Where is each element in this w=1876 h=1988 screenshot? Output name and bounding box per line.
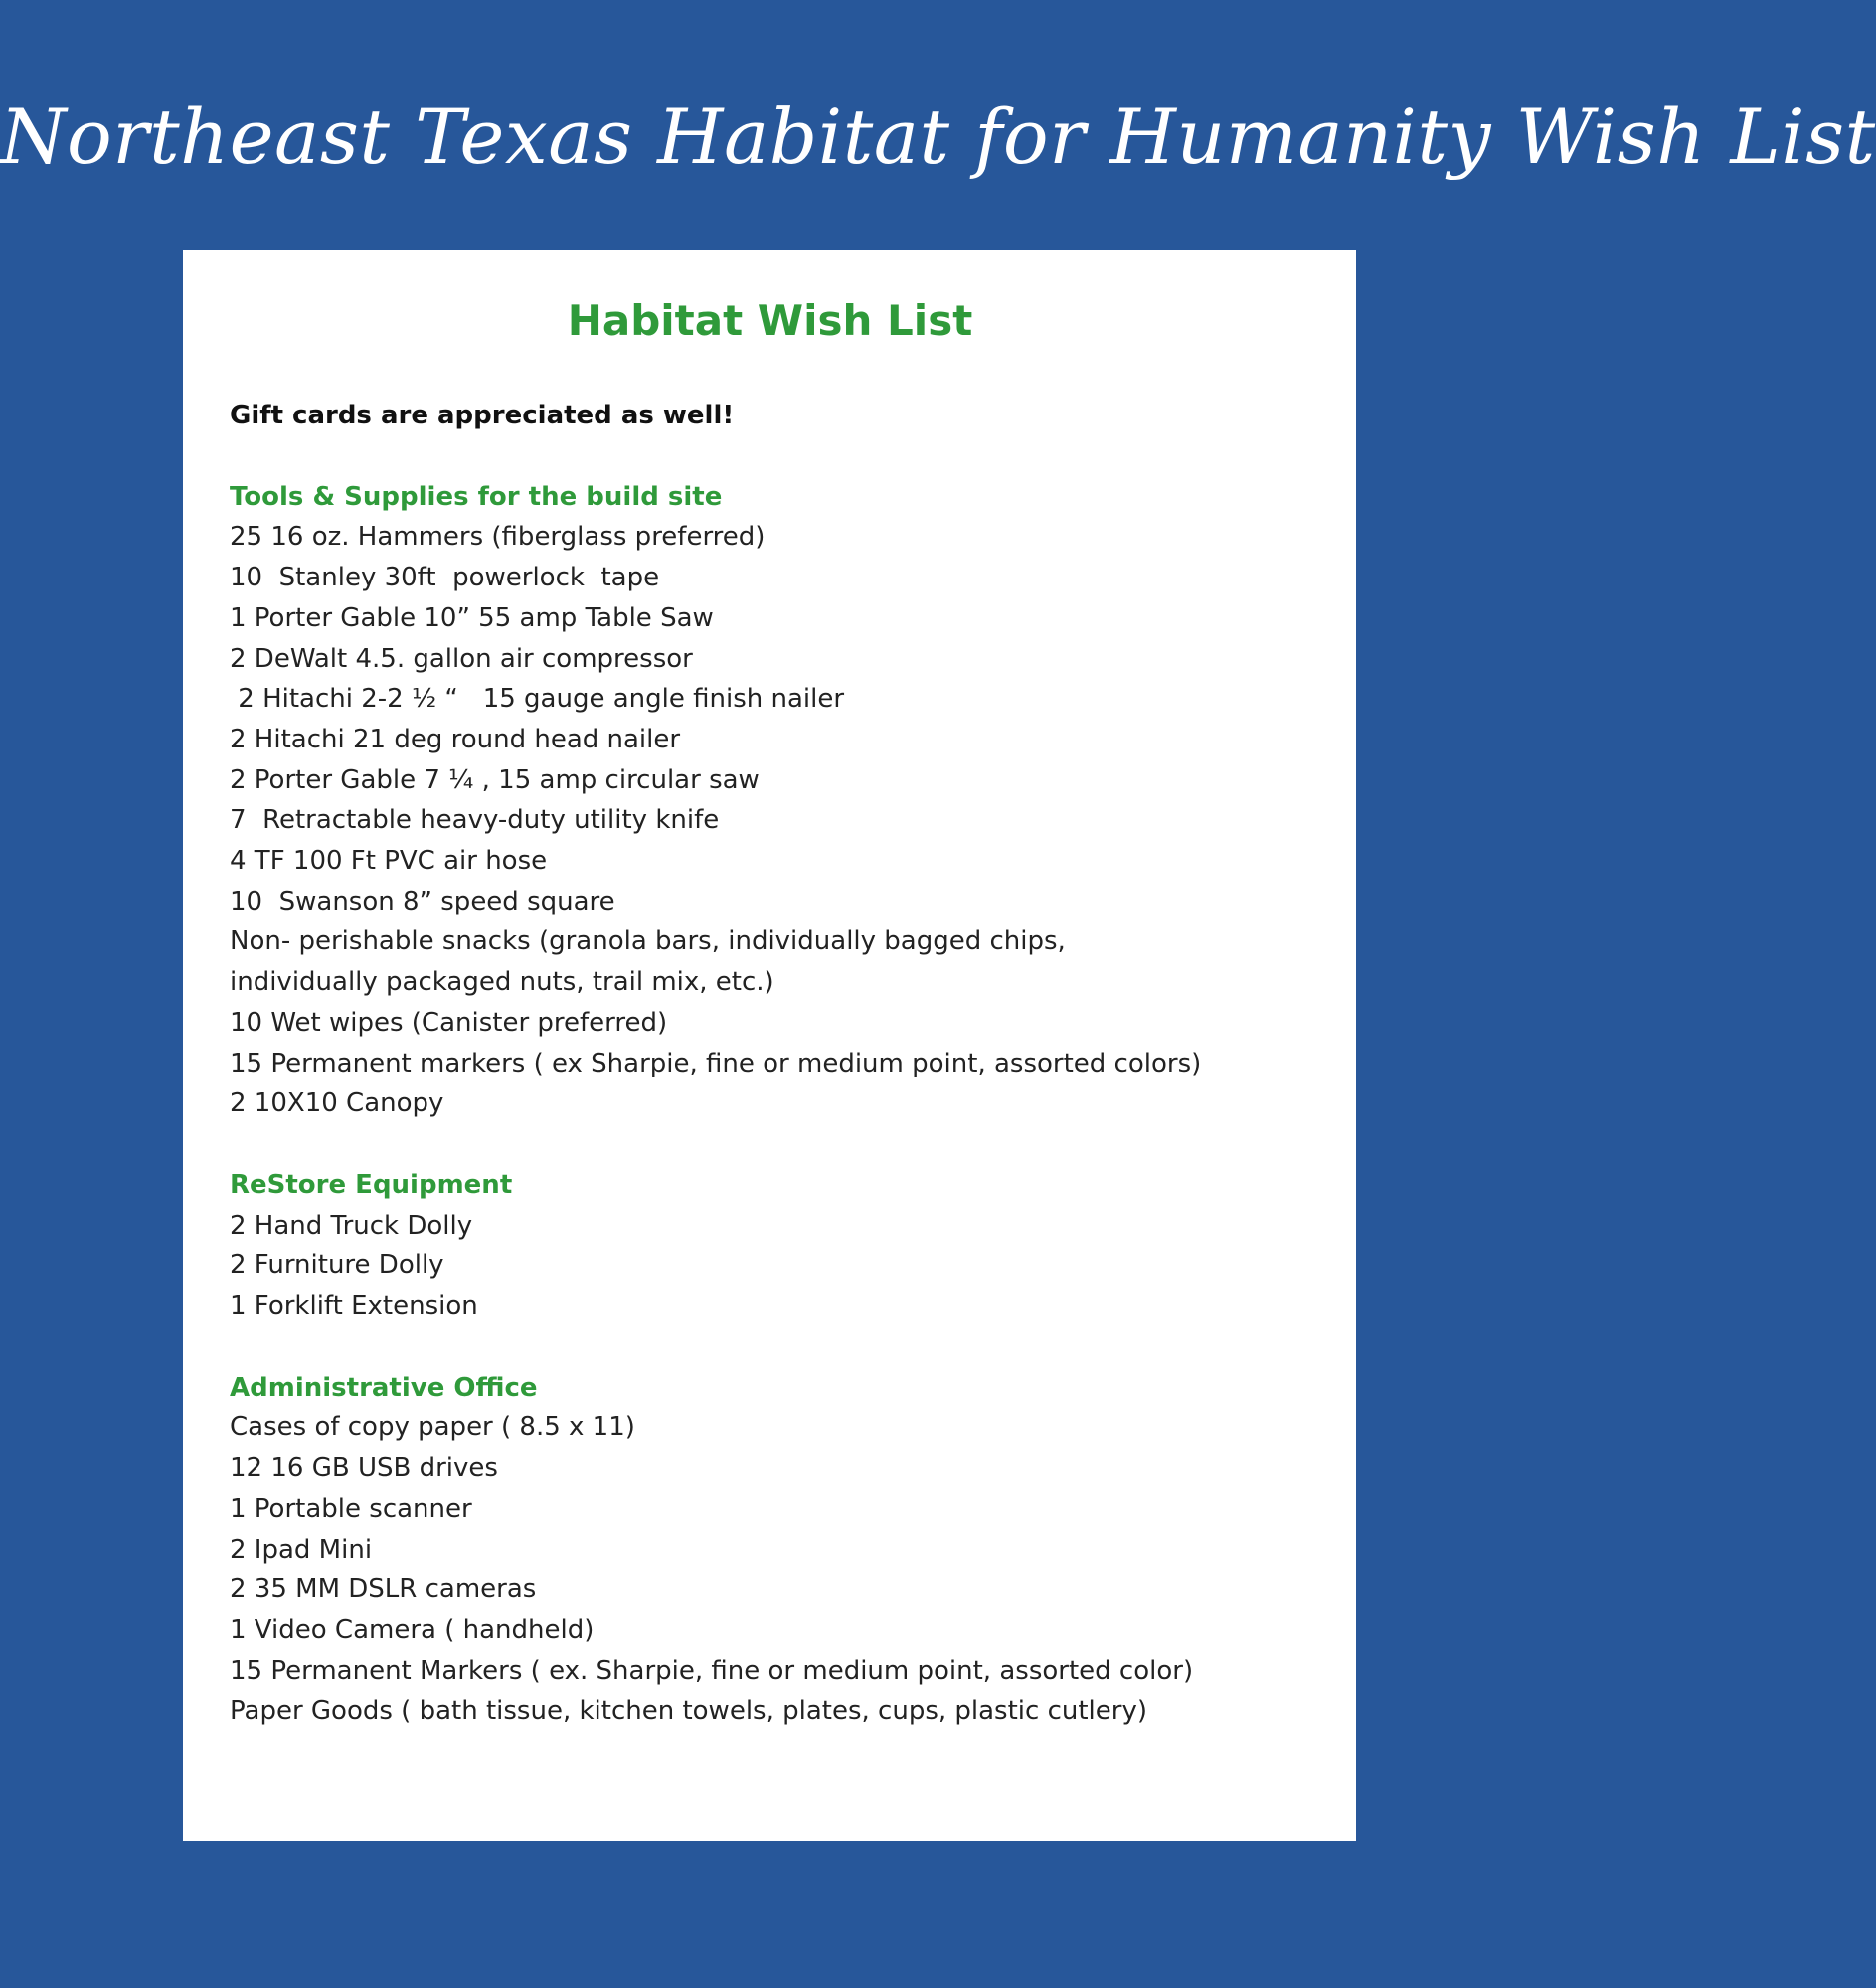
section-heading: ReStore Equipment xyxy=(230,1169,513,1200)
list-item: Cases of copy paper ( 8.5 x 11) xyxy=(230,1412,635,1443)
list-item: 2 35 MM DSLR cameras xyxy=(230,1574,537,1605)
list-item: 2 Hitachi 2-2 ½ “ 15 gauge angle finish nailer xyxy=(230,684,845,715)
list-item: 2 Hitachi 21 deg round head nailer xyxy=(230,724,681,754)
section-administrative-office xyxy=(230,1368,1310,1732)
section-heading: Tools & Supplies for the build site xyxy=(230,481,723,512)
list-item: 7 Retractable heavy-duty utility knife xyxy=(230,805,720,836)
list-item: Paper Goods ( bath tissue, kitchen towels, plates, cups, plastic cutlery) xyxy=(230,1696,1147,1727)
list-item: 12 16 GB USB drives xyxy=(230,1453,498,1484)
list-item: individually packaged nuts, trail mix, etc.) xyxy=(230,967,774,998)
list-item: 1 Porter Gable 10” 55 amp Table Saw xyxy=(230,602,714,633)
item-list xyxy=(230,517,1310,1124)
list-item: 2 Hand Truck Dolly xyxy=(230,1210,473,1241)
gift-card-note: Gift cards are appreciated as well! xyxy=(230,401,735,430)
list-item: 2 Porter Gable 7 ¼ , 15 amp circular saw xyxy=(230,764,760,795)
item-list xyxy=(230,1206,1310,1327)
list-item: 10 Swanson 8” speed square xyxy=(230,886,615,916)
list-item: 15 Permanent markers ( ex Sharpie, fine or medium point, assorted colors) xyxy=(230,1048,1202,1078)
list-item: 1 Forklift Extension xyxy=(230,1291,478,1322)
list-item: 15 Permanent Markers ( ex. Sharpie, fine or medium point, assorted color) xyxy=(230,1655,1194,1686)
list-item: 2 DeWalt 4.5. gallon air compressor xyxy=(230,643,693,674)
section-restore-equipment xyxy=(230,1165,1310,1327)
list-item: Non- perishable snacks (granola bars, individually bagged chips, xyxy=(230,926,1066,957)
list-item: 2 Ipad Mini xyxy=(230,1534,373,1565)
list-item: 10 Stanley 30ft powerlock tape xyxy=(230,563,660,593)
wish-list-card xyxy=(183,250,1356,1841)
list-item: 1 Video Camera ( handheld) xyxy=(230,1614,595,1645)
section-tools-supplies xyxy=(230,477,1310,1124)
card-title: Habitat Wish List xyxy=(567,296,973,345)
item-list xyxy=(230,1408,1310,1732)
section-heading: Administrative Office xyxy=(230,1372,538,1403)
list-item: 10 Wet wipes (Canister preferred) xyxy=(230,1007,668,1038)
list-item: 4 TF 100 Ft PVC air hose xyxy=(230,846,548,877)
list-item: 2 10X10 Canopy xyxy=(230,1088,444,1119)
list-item: 25 16 oz. Hammers (fiberglass preferred) xyxy=(230,522,766,553)
list-item: 1 Portable scanner xyxy=(230,1493,472,1524)
page-banner-title: Northeast Texas Habitat for Humanity Wish List xyxy=(0,92,1876,181)
list-item: 2 Furniture Dolly xyxy=(230,1250,444,1281)
